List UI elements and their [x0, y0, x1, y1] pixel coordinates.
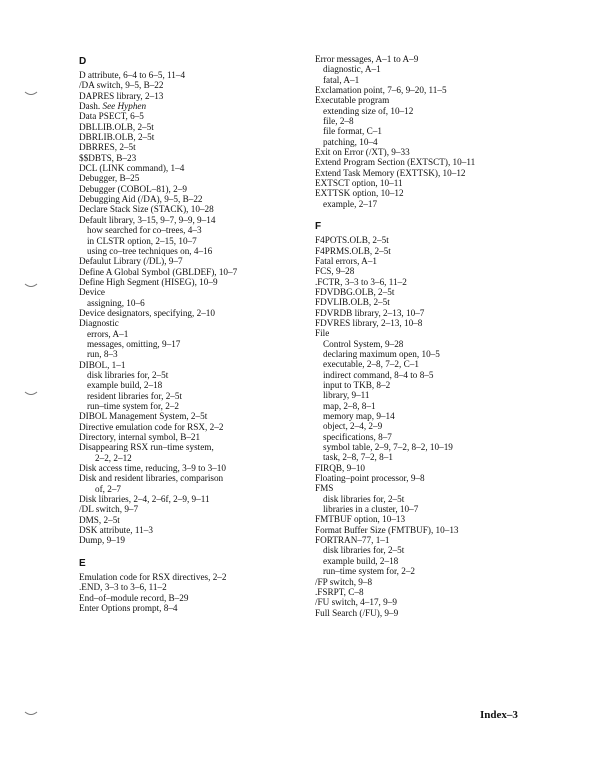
index-entry: DCL (LINK command), 1–4	[79, 163, 185, 174]
section-gap	[315, 209, 595, 219]
index-subentry: run, 8–3	[87, 349, 118, 360]
index-entry: Data PSECT, 6–5	[79, 111, 144, 122]
index-entry: DBRLIB.OLB, 2–5t	[79, 132, 155, 143]
index-entry: Directive emulation code for RSX, 2–2	[79, 421, 224, 432]
index-entry: Format Buffer Size (FMTBUF), 10–13	[315, 524, 459, 535]
index-entry: FDVRDB library, 2–13, 10–7	[315, 307, 425, 318]
index-column-left	[79, 54, 304, 613]
index-entry: Disk access time, reducing, 3–9 to 3–10	[79, 463, 226, 474]
index-entry: Enter Options prompt, 8–4	[79, 602, 178, 613]
index-entry: Emulation code for RSX directives, 2–2	[79, 571, 227, 582]
index-entry: Default library, 3–15, 9–7, 9–9, 9–14	[79, 214, 216, 225]
index-subentry: library, 9–11	[323, 390, 370, 401]
index-entry: FMS	[315, 483, 334, 494]
index-entry: .FCTR, 3–3 to 3–6, 11–2	[315, 276, 407, 287]
index-entry: Floating–point processor, 9–8	[315, 473, 425, 484]
index-entry: Dash. See Hyphen	[79, 101, 147, 112]
index-entry: Debugger, B–25	[79, 173, 140, 184]
index-continuation: 2–2, 2–12	[95, 452, 132, 463]
index-entry: Device	[79, 287, 106, 298]
index-subentry: assigning, 10–6	[87, 297, 145, 308]
index-subentry: patching, 10–4	[323, 136, 378, 147]
index-entry: Define High Segment (HISEG), 10–9	[79, 276, 218, 287]
index-entry: End–of–module record, B–29	[79, 592, 189, 603]
index-subentry: errors, A–1	[87, 328, 129, 339]
index-subentry: map, 2–8, 8–1	[323, 400, 376, 411]
index-entry: Diagnostic	[79, 318, 119, 329]
index-subentry: in CLSTR option, 2–15, 10–7	[87, 235, 197, 246]
index-subentry: example build, 2–18	[87, 380, 163, 391]
index-entry: EXTTSK option, 10–12	[315, 188, 404, 199]
index-entry: F4PRMS.OLB, 2–5t	[315, 245, 391, 256]
index-entry: Disappearing RSX run–time system,	[79, 442, 214, 453]
binder-hole-mark	[24, 84, 38, 90]
section-heading: E	[79, 557, 86, 569]
index-entry: Extend Program Section (EXTSCT), 10–11	[315, 157, 476, 168]
index-entry: FCS, 9–28	[315, 266, 355, 277]
section-heading: F	[315, 221, 322, 233]
index-entry: Debugger (COBOL–81), 2–9	[79, 183, 187, 194]
index-subentry: Control System, 9–28	[323, 338, 404, 349]
index-entry: Declare Stack Size (STACK), 10–28	[79, 204, 214, 215]
index-entry: Disk and resident libraries, comparison	[79, 473, 224, 484]
index-entry: DBLLIB.OLB, 2–5t	[79, 121, 154, 132]
index-continuation: of, 2–7	[95, 483, 122, 494]
index-entry: Error messages, A–1 to A–9	[315, 54, 419, 64]
index-entry: Executable program	[315, 95, 390, 106]
index-entry: FIRQB, 9–10	[315, 462, 366, 473]
index-subentry: extending size of, 10–12	[323, 105, 414, 116]
index-entry: DBRRES, 2–5t	[79, 142, 136, 153]
index-entry: $$DBTS, B–23	[79, 152, 137, 163]
index-subentry: declaring maximum open, 10–5	[323, 348, 440, 359]
index-subentry: example build, 2–18	[323, 555, 399, 566]
index-entry: DMS, 2–5t	[79, 514, 120, 525]
index-entry: /DA switch, 9–5, B–22	[79, 80, 164, 91]
index-entry: D attribute, 6–4 to 6–5, 11–4	[79, 70, 186, 80]
index-entry: Exit on Error (/XT), 9–33	[315, 147, 410, 158]
index-entry: F4POTS.OLB, 2–5t	[315, 235, 389, 246]
index-subentry: task, 2–8, 7–2, 8–1	[323, 452, 393, 463]
index-subentry: object, 2–4, 2–9	[323, 421, 383, 432]
section-heading: D	[79, 56, 87, 67]
index-entry: Disk libraries, 2–4, 2–6f, 2–9, 9–11	[79, 494, 210, 505]
binder-hole-mark	[24, 704, 38, 710]
index-entry: Dump, 9–19	[79, 535, 125, 546]
index-entry: Exclamation point, 7–6, 9–20, 11–5	[315, 85, 447, 96]
index-subentry: run–time system for, 2–2	[323, 566, 416, 577]
index-entry: .END, 3–3 to 3–6, 11–2	[79, 582, 167, 593]
index-column-right	[315, 54, 595, 618]
index-subentry: libraries in a cluster, 10–7	[323, 504, 419, 515]
index-subentry: run–time system for, 2–2	[87, 401, 180, 411]
index-entry: Debugging Aid (/DA), 9–5, B–22	[79, 194, 203, 205]
index-entry: Device designators, specifying, 2–10	[79, 307, 215, 318]
index-entry: Fatal errors, A–1	[315, 255, 378, 266]
index-subentry: messages, omitting, 9–17	[87, 338, 181, 349]
index-subentry: disk libraries for, 2–5t	[323, 493, 405, 504]
index-subentry: diagnostic, A–1	[323, 64, 381, 75]
index-subentry: symbol table, 2–9, 7–2, 8–2, 10–19	[323, 442, 453, 453]
index-subentry: disk libraries for, 2–5t	[87, 369, 169, 380]
index-subentry: indirect command, 8–4 to 8–5	[323, 369, 434, 380]
section-gap	[79, 546, 304, 556]
index-entry: FDVLIB.OLB, 2–5t	[315, 297, 390, 308]
index-entry: EXTSCT option, 10–11	[315, 178, 403, 189]
index-subentry: resident libraries for, 2–5t	[87, 390, 183, 401]
binder-hole-mark	[24, 276, 38, 282]
index-subentry: input to TKB, 8–2	[323, 379, 391, 390]
index-entry: Defaulut Library (/DL), 9–7	[79, 256, 183, 267]
page-number: Index–3	[480, 709, 518, 721]
index-subentry: fatal, A–1	[323, 74, 360, 85]
index-subentry: memory map, 9–14	[323, 411, 395, 421]
index-entry: FMTBUF option, 10–13	[315, 514, 406, 525]
index-entry: DSK attribute, 11–3	[79, 525, 153, 536]
binder-hole-mark	[24, 384, 38, 390]
index-entry: DAPRES library, 2–13	[79, 90, 164, 101]
index-entry: File	[315, 328, 330, 339]
index-entry: Extend Task Memory (EXTTSK), 10–12	[315, 167, 466, 178]
index-subentry: executable, 2–8, 7–2, C–1	[323, 359, 419, 370]
index-entry: DIBOL, 1–1	[79, 359, 126, 370]
index-entry: /FP switch, 9–8	[315, 576, 373, 587]
index-subentry: using co–tree techniques on, 4–16	[87, 245, 213, 256]
index-subentry: specifications, 8–7	[323, 431, 392, 442]
index-entry: FDVDBG.OLB, 2–5t	[315, 286, 395, 297]
index-entry: Full Search (/FU), 9–9	[315, 607, 399, 618]
index-entry: Define A Global Symbol (GBLDEF), 10–7	[79, 266, 238, 277]
index-subentry: file format, C–1	[323, 126, 382, 137]
index-entry: Directory, internal symbol, B–21	[79, 432, 201, 443]
index-subentry: example, 2–17	[323, 198, 378, 209]
index-entry: /DL switch, 9–7	[79, 504, 139, 515]
index-subentry: file, 2–8	[323, 116, 354, 127]
index-entry: /FU switch, 4–17, 9–9	[315, 597, 397, 608]
index-entry: DIBOL Management System, 2–5t	[79, 411, 208, 422]
index-subentry: disk libraries for, 2–5t	[323, 545, 405, 556]
index-subentry: how searched for co–trees, 4–3	[87, 225, 202, 236]
index-entry: FORTRAN–77, 1–1	[315, 535, 390, 546]
index-entry: .FSRPT, C–8	[315, 586, 364, 597]
index-entry: FDVRES library, 2–13, 10–8	[315, 317, 423, 328]
